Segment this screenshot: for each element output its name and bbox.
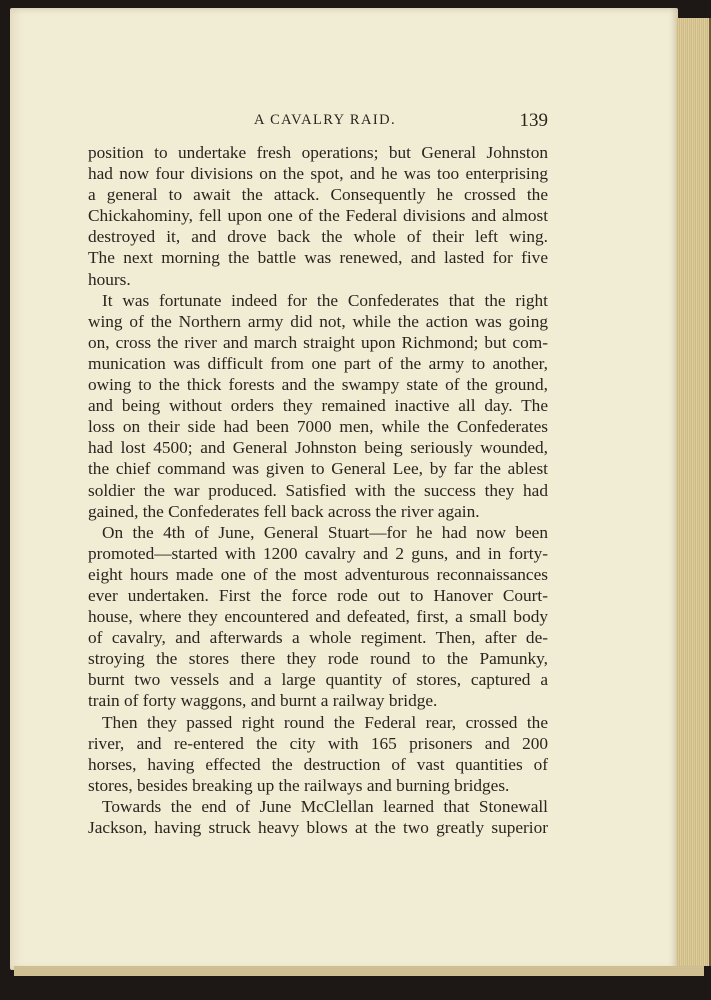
- text-line: Towards the end of June McClellan learned that Stonewall: [102, 796, 548, 816]
- bottom-page-edge: [14, 966, 704, 976]
- text-line: Jackson, having struck heavy blows at the two greatly superior: [88, 818, 548, 837]
- text-line: the chief command was given to General Lee, by far the ablest: [88, 459, 548, 479]
- text-line: On the 4th of June, General Stuart—for he had now been: [102, 522, 548, 542]
- page-number: 139: [519, 110, 548, 131]
- text-line: loss on their side had been 7000 men, while the Confederates: [88, 417, 548, 437]
- body-text: [88, 142, 548, 838]
- text-line: Then they passed right round the Federal rear, crossed the: [102, 712, 548, 732]
- text-line: eight hours made one of the most adventurous reconnaissances: [88, 564, 548, 584]
- text-line: a general to await the attack. Consequently he crossed the: [88, 185, 548, 205]
- text-line: wing of the Northern army did not, while the action was going: [88, 311, 548, 331]
- text-line: on, cross the river and march straight upon Richmond; but com-: [88, 332, 548, 352]
- text-line: house, where they encountered and defeated, first, a small body: [88, 607, 548, 627]
- text-line: river, and re-entered the city with 165 prisoners and 200: [88, 733, 548, 753]
- page-header: [86, 110, 548, 132]
- text-line: munication was difficult from one part of the army to another,: [88, 353, 548, 373]
- text-line: had lost 4500; and General Johnston being seriously wounded,: [88, 438, 548, 458]
- text-line: ever undertaken. First the force rode out to Hanover Court-: [88, 585, 548, 605]
- running-head: A CAVALRY RAID.: [254, 112, 396, 128]
- text-line: stroying the stores there they rode round to the Pamunky,: [88, 649, 548, 669]
- text-line: Chickahominy, fell upon one of the Federal divisions and almost: [88, 206, 548, 226]
- text-line: had now four divisions on the spot, and he was too enterprising: [88, 164, 548, 184]
- page-edges: [676, 18, 711, 966]
- text-line: and being without orders they remained inactive all day. The: [88, 396, 548, 416]
- text-line: It was fortunate indeed for the Confederates that the right: [102, 290, 548, 310]
- text-line: stores, besides breaking up the railways and burning bridges.: [88, 775, 510, 795]
- text-line: of cavalry, and afterwards a whole regiment. Then, after de-: [88, 628, 548, 648]
- text-line: position to undertake fresh operations; but General Johnston: [88, 143, 548, 162]
- text-line: The next morning the battle was renewed, and lasted for five: [88, 248, 548, 268]
- text-line: promoted—started with 1200 cavalry and 2 guns, and in forty-: [88, 543, 548, 563]
- text-line: burnt two vessels and a large quantity of stores, captured a: [88, 670, 548, 690]
- text-line: hours.: [88, 269, 131, 289]
- text-line: destroyed it, and drove back the whole of their left wing.: [88, 227, 548, 247]
- text-line: gained, the Confederates fell back across the river again.: [88, 501, 480, 521]
- text-line: horses, having effected the destruction of vast quantities of: [88, 754, 548, 774]
- text-line: train of forty waggons, and burnt a railway bridge.: [88, 691, 438, 711]
- text-line: soldier the war produced. Satisfied with the success they had: [88, 480, 548, 500]
- text-line: owing to the thick forests and the swampy state of the ground,: [88, 375, 548, 395]
